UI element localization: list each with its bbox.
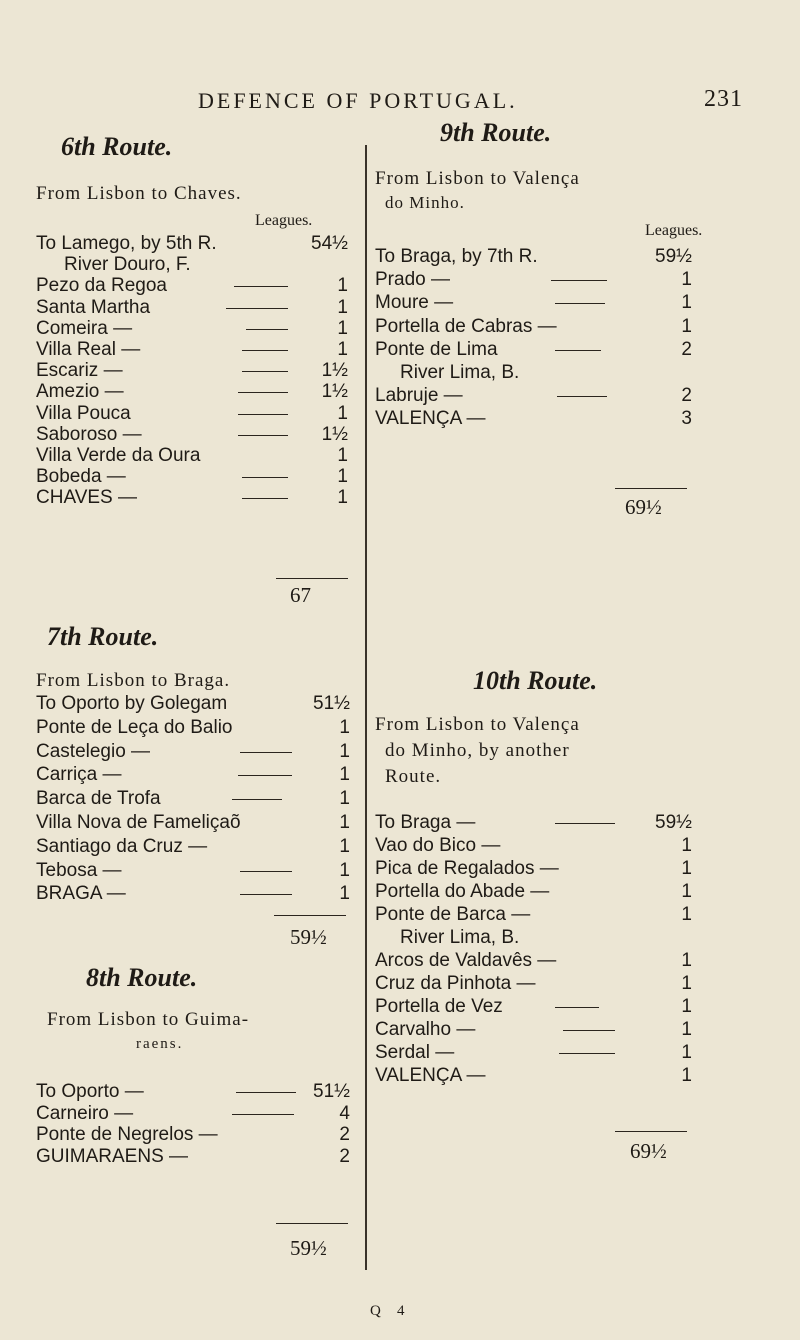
route-row-place: Carvalho — [375, 1019, 476, 1040]
route-row-place: To Braga — [375, 812, 476, 833]
route-row [375, 996, 705, 1018]
route-row-distance: 1 [681, 1065, 692, 1086]
route-row [375, 858, 705, 880]
route-row [36, 297, 366, 319]
route-row-place: Carneiro — [36, 1102, 134, 1124]
route-row-place: Castelegio — [36, 740, 151, 762]
route-row-distance: 1 [337, 402, 348, 424]
route-row-place: Pica de Regalados — [375, 858, 559, 879]
route-row-distance: 51½ [313, 1081, 350, 1102]
route-row [36, 860, 366, 882]
route-row-distance: 1 [681, 881, 692, 902]
route-row-place: Escariz — [36, 360, 123, 382]
leader-dash [551, 280, 607, 281]
route-row-place: Barca de Trofa [36, 788, 161, 810]
route-10-subtitle-line1: From Lisbon to Valença [375, 714, 580, 735]
route-7-subtitle: From Lisbon to Braga. [36, 670, 231, 691]
leader-dash [240, 871, 292, 872]
route-row [375, 292, 705, 314]
route-8-subtitle-line2: raens. [136, 1036, 184, 1052]
route-row-place: CHAVES — [36, 487, 138, 509]
leader-dash [557, 396, 607, 397]
route-row-distance: 2 [339, 1145, 350, 1167]
leader-dash [555, 350, 601, 351]
route-row-place: To Lamego, by 5th R. [36, 233, 217, 254]
route-row [375, 973, 705, 995]
route-7-heading: 7th Route. [47, 622, 159, 651]
route-row-place: Amezio — [36, 381, 124, 403]
route-row-place: River Lima, B. [400, 362, 520, 383]
route-row-distance: 1 [337, 445, 348, 466]
leader-dash [236, 1092, 296, 1093]
leader-dash [238, 414, 288, 415]
route-row [36, 1103, 366, 1125]
route-row [375, 1065, 705, 1087]
route-row-distance: 1 [681, 1042, 692, 1063]
route-row [36, 445, 366, 467]
route-row-place: Portella do Abade — [375, 881, 550, 902]
route-row-place: BRAGA — [36, 883, 126, 905]
route-row-distance: 1 [681, 1019, 692, 1040]
leader-dash [559, 1053, 615, 1054]
route-row-distance: 2 [681, 338, 692, 360]
route-row-distance: 1½ [321, 381, 348, 403]
leader-dash [246, 329, 288, 330]
route-row [36, 1146, 366, 1168]
route-row [36, 466, 366, 488]
route-row [375, 408, 705, 430]
route-row-place: Villa Pouca [36, 402, 131, 424]
leader-dash [242, 477, 288, 478]
route-row-distance: 1 [337, 466, 348, 488]
route-row-place: Santiago da Cruz — [36, 835, 208, 857]
route-6-total-rule [276, 578, 348, 579]
route-6-unit: Leagues. [255, 212, 313, 229]
route-10-subtitle-line3: Route. [385, 766, 442, 787]
route-row [375, 904, 705, 926]
route-row-distance: 1 [337, 339, 348, 360]
route-9-total-rule [615, 488, 687, 489]
route-row-distance: 1 [681, 904, 692, 925]
route-9-heading: 9th Route. [440, 118, 552, 147]
leader-dash [563, 1030, 615, 1031]
route-row [375, 835, 705, 857]
route-row-place: Cruz da Pinhota — [375, 973, 536, 994]
leader-dash [242, 498, 288, 499]
route-row-place: Ponte de Lima [375, 338, 498, 360]
leader-dash [240, 752, 292, 753]
route-row-distance: 59½ [655, 246, 692, 267]
route-row [36, 788, 366, 810]
route-6-heading: 6th Route. [61, 132, 173, 161]
route-row [36, 812, 366, 834]
route-row [375, 927, 705, 949]
route-row [36, 275, 366, 297]
route-row-distance: 1 [339, 859, 350, 881]
leader-dash [238, 392, 288, 393]
leader-dash [238, 435, 288, 436]
route-row-place: Saboroso — [36, 423, 142, 445]
route-row-place: Ponte de Negrelos — [36, 1124, 218, 1146]
page-title: DEFENCE OF PORTUGAL. [198, 88, 518, 113]
leader-dash [555, 303, 605, 304]
route-row [36, 254, 366, 276]
route-10-total: 69½ [630, 1139, 667, 1163]
route-row-distance: 1 [681, 950, 692, 971]
route-row-place: Ponte de Barca — [375, 904, 531, 925]
route-row-distance: 1 [681, 835, 692, 856]
route-row [36, 764, 366, 786]
route-row [375, 269, 705, 291]
route-row-place: Carriça — [36, 764, 122, 786]
route-row [36, 360, 366, 382]
route-10-total-rule [615, 1131, 687, 1132]
route-row-distance: 1 [681, 973, 692, 994]
route-9-subtitle-line2: do Minho. [385, 193, 465, 212]
route-row-place: Bobeda — [36, 466, 126, 488]
route-row-place: Serdal — [375, 1042, 455, 1063]
route-row-place: Tebosa — [36, 859, 122, 881]
route-row-distance: 1 [681, 269, 692, 291]
route-7-total-rule [274, 915, 346, 916]
route-row-distance: 4 [339, 1102, 350, 1124]
route-row-distance: 1 [339, 812, 350, 833]
route-row-place: To Oporto by Golegam [36, 693, 228, 714]
route-row-place: Moure — [375, 292, 454, 314]
route-row [36, 233, 366, 255]
route-row-distance: 1 [681, 858, 692, 879]
route-row [36, 741, 366, 763]
route-row [375, 339, 705, 361]
leader-dash [234, 286, 288, 287]
route-row [36, 693, 366, 715]
route-row [36, 1081, 366, 1103]
route-8-total-rule [276, 1223, 348, 1224]
route-9-total: 69½ [625, 495, 662, 519]
route-row-place: Villa Nova de Fameliçaõ [36, 812, 241, 833]
route-row-distance: 1½ [321, 423, 348, 445]
leader-dash [555, 1007, 599, 1008]
route-row [36, 424, 366, 446]
page-number: 231 [704, 86, 743, 112]
leader-dash [238, 775, 292, 776]
route-row-place: Villa Verde da Oura [36, 445, 201, 466]
route-row-place: To Braga, by 7th R. [375, 246, 538, 267]
route-9-unit: Leagues. [645, 222, 703, 239]
route-row [375, 362, 705, 384]
route-row-place: GUIMARAENS — [36, 1145, 189, 1167]
route-row-distance: 1 [339, 716, 350, 738]
route-row-distance: 1 [339, 883, 350, 905]
route-8-subtitle-line1: From Lisbon to Guima- [47, 1009, 250, 1030]
leader-dash [240, 894, 292, 895]
route-row-distance: 1 [337, 275, 348, 297]
route-row [36, 381, 366, 403]
route-row-place: VALENÇA — [375, 1065, 486, 1086]
route-row [375, 812, 705, 834]
route-row-place: Santa Martha [36, 296, 151, 318]
route-row [375, 385, 705, 407]
route-row-place: Arcos de Valdavês — [375, 950, 557, 971]
route-row [375, 1042, 705, 1064]
route-row-distance: 1 [337, 296, 348, 318]
route-10-subtitle-line2: do Minho, by another [385, 740, 570, 761]
route-row-place: Vao do Bico — [375, 835, 501, 856]
route-row-place: Portella de Cabras — [375, 315, 557, 337]
route-row-distance: 1 [339, 835, 350, 857]
route-row-place: Labruje — [375, 385, 463, 407]
route-row-place: Pezo da Regoa [36, 275, 167, 297]
leader-dash [226, 308, 288, 309]
leader-dash [242, 350, 288, 351]
route-row-place: VALENÇA — [375, 408, 486, 430]
route-row-place: Portella de Vez [375, 996, 503, 1017]
route-row-place: River Lima, B. [400, 927, 520, 948]
route-row-distance: 59½ [655, 812, 692, 833]
route-row [36, 403, 366, 425]
route-row-distance: 1 [337, 317, 348, 339]
route-row [375, 1019, 705, 1041]
route-6-total: 67 [290, 583, 311, 607]
route-row-distance: 1 [681, 996, 692, 1017]
route-row [375, 246, 705, 268]
route-row-place: To Oporto — [36, 1081, 144, 1102]
route-row-distance: 1 [681, 292, 692, 314]
route-row-place: River Douro, F. [64, 254, 191, 276]
route-row [36, 836, 366, 858]
route-10-heading: 10th Route. [473, 666, 598, 695]
leader-dash [232, 1114, 294, 1115]
route-row-distance: 1 [339, 764, 350, 786]
route-row-distance: 1 [681, 315, 692, 337]
route-row-place: Ponte de Leça do Balio [36, 716, 233, 738]
route-row [375, 316, 705, 338]
route-row [36, 883, 366, 905]
route-row-place: Comeira — [36, 317, 133, 339]
signature-letter: Q [370, 1303, 381, 1319]
route-row-distance: 1½ [321, 360, 348, 382]
route-row [375, 950, 705, 972]
route-6-subtitle: From Lisbon to Chaves. [36, 183, 242, 204]
route-row-distance: 3 [681, 408, 692, 430]
route-row-distance: 1 [339, 740, 350, 762]
route-row [36, 318, 366, 340]
leader-dash [232, 799, 282, 800]
route-row [36, 717, 366, 739]
leader-dash [242, 371, 288, 372]
route-7-total: 59½ [290, 925, 327, 949]
route-row-place: Villa Real — [36, 339, 141, 360]
route-row [36, 1124, 366, 1146]
route-8-heading: 8th Route. [86, 963, 198, 992]
route-row-distance: 54½ [311, 233, 348, 254]
route-row-distance: 2 [681, 385, 692, 407]
route-row [36, 339, 366, 361]
signature-number: 4 [397, 1303, 405, 1319]
route-row-distance: 1 [339, 788, 350, 810]
route-8-total: 59½ [290, 1236, 327, 1260]
route-row-distance: 51½ [313, 693, 350, 714]
route-row [36, 487, 366, 509]
route-row [375, 881, 705, 903]
route-row-distance: 1 [337, 487, 348, 509]
route-row-place: Prado — [375, 269, 450, 291]
leader-dash [555, 823, 615, 824]
route-9-subtitle-line1: From Lisbon to Valença [375, 168, 580, 189]
route-row-distance: 2 [339, 1124, 350, 1146]
